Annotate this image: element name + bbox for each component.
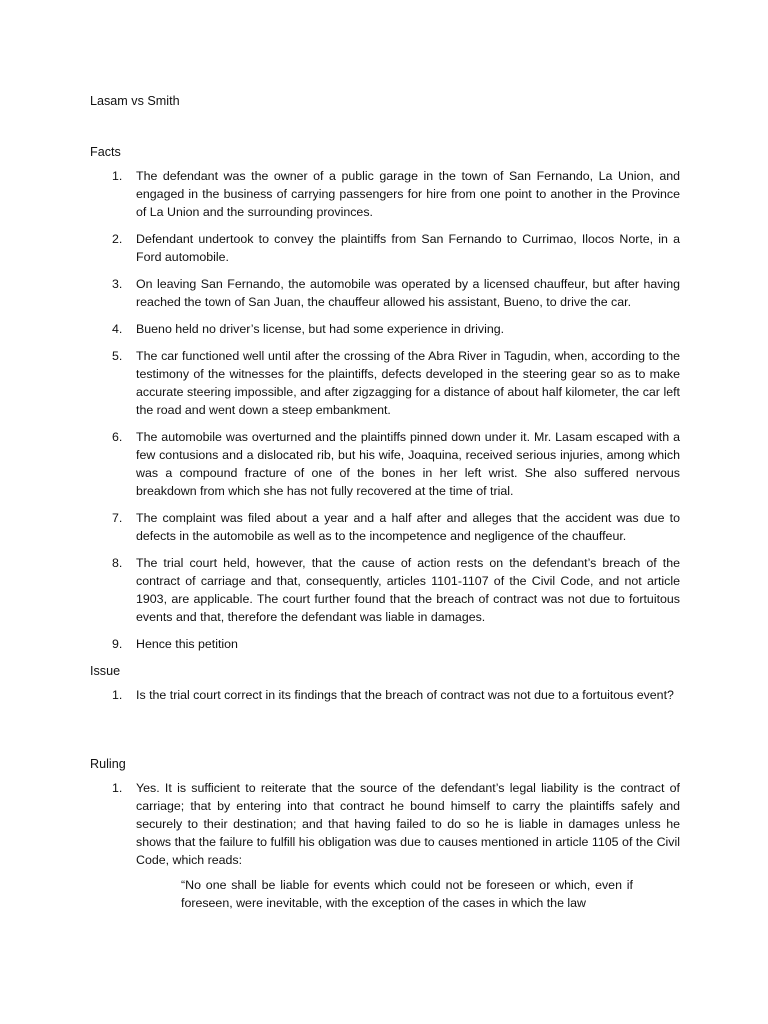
list-text: The car functioned well until after the crossing of the Abra River in Tagudin, when, according to the testimony of the witnesses for the plaintiffs, defects developed in the steering gear so as to make accurate steering impossible, and after zigzagging for a distance of about half kilometer, the car left the road and went down a steep embankment. <box>136 349 680 417</box>
ruling-list <box>90 779 680 878</box>
list-number: 1. <box>112 781 123 795</box>
issue-list <box>90 686 680 713</box>
list-item <box>90 167 680 221</box>
ruling-heading: Ruling <box>90 757 126 771</box>
list-text: The trial court held, however, that the cause of action rests on the defendant’s breach of the contract of carriage and that, consequently, articles 1101-1107 of the Civil Code, and not article 1903, are applicable. The court further found that the breach of contract was not due to fortuitous events and that, therefore the defendant was liable in damages. <box>136 556 680 624</box>
facts-list <box>90 167 680 662</box>
facts-heading: Facts <box>90 145 121 159</box>
list-text: The automobile was overturned and the plaintiffs pinned down under it. Mr. Lasam escaped with a few contusions and a dislocated rib, but his wife, Joaquina, received serious injuries, among which was a compound fracture of one of the bones in her left wrist. She also suffered nervous breakdown from which she has not fully recovered at the time of trial. <box>136 430 680 498</box>
list-number: 3. <box>112 277 123 291</box>
list-item <box>90 320 680 338</box>
list-text: Yes. It is sufficient to reiterate that the source of the defendant’s legal liability is the contract of carriage; that by entering into that contract he bound himself to carry the plaintiffs safely and securely to their destination; and that having failed to do so he is liable in damages unless he shows that the failure to fulfill his obligation was due to causes mentioned in article 1105 of the Civil Code, which reads: <box>136 781 680 867</box>
list-item <box>90 347 680 419</box>
block-quote: “No one shall be liable for events which could not be foreseen or which, even if foreseen, were inevitable, with the exception of the cases in which the law <box>181 878 633 910</box>
list-item <box>90 230 680 266</box>
list-text: On leaving San Fernando, the automobile was operated by a licensed chauffeur, but after having reached the town of San Juan, the chauffeur allowed his assistant, Bueno, to drive the car. <box>136 277 680 309</box>
list-text: The complaint was filed about a year and a half after and alleges that the accident was due to defects in the automobile as well as to the incompetence and negligence of the chauffeur. <box>136 511 680 543</box>
list-number: 9. <box>112 637 123 651</box>
list-text: Hence this petition <box>136 637 238 651</box>
list-item <box>90 509 680 545</box>
list-text: Defendant undertook to convey the plaintiffs from San Fernando to Currimao, Ilocos Norte, in a Ford automobile. <box>136 232 680 264</box>
list-text: Bueno held no driver’s license, but had some experience in driving. <box>136 322 505 336</box>
list-item <box>90 779 680 869</box>
list-item <box>90 686 680 704</box>
list-number: 2. <box>112 232 123 246</box>
list-text: The defendant was the owner of a public garage in the town of San Fernando, La Union, and engaged in the business of carrying passengers for hire from one point to another in the Province of La Union and the surrounding provinces. <box>136 169 680 219</box>
list-item <box>90 635 680 653</box>
document-title: Lasam vs Smith <box>90 94 180 108</box>
list-item <box>90 428 680 500</box>
list-item <box>90 554 680 626</box>
list-number: 6. <box>112 430 123 444</box>
issue-heading: Issue <box>90 664 121 678</box>
list-number: 1. <box>112 688 123 702</box>
list-text: Is the trial court correct in its findings that the breach of contract was not due to a fortuitous event? <box>136 688 674 702</box>
list-number: 4. <box>112 322 123 336</box>
list-number: 8. <box>112 556 123 570</box>
list-number: 5. <box>112 349 123 363</box>
list-item <box>90 275 680 311</box>
list-number: 1. <box>112 169 123 183</box>
list-number: 7. <box>112 511 123 525</box>
